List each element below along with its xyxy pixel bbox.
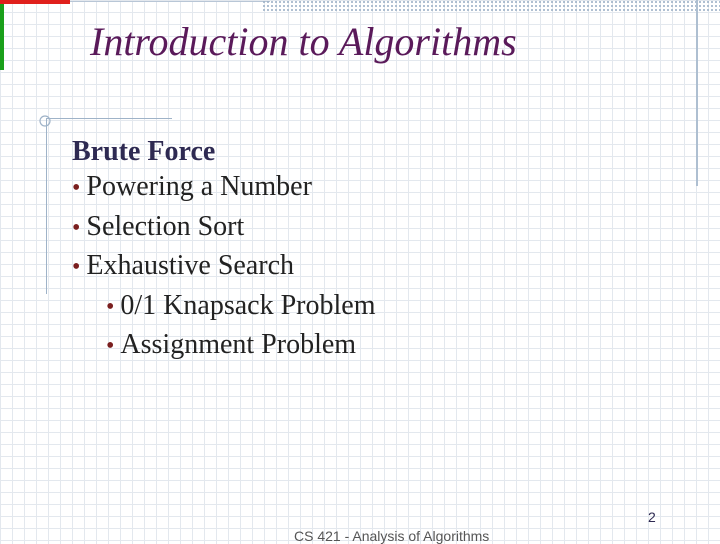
bullet-item-text: Powering a Number: [86, 171, 312, 202]
slide-body: [72, 136, 375, 366]
bullet-dot-icon: •: [72, 254, 81, 280]
right-rule: [696, 0, 698, 186]
top-dotted-band: [262, 0, 720, 12]
bullet-item-text: Assignment Problem: [120, 329, 357, 360]
bullet-dot-icon: •: [72, 175, 81, 201]
bullet-item-text: Selection Sort: [86, 210, 245, 242]
content-rule-vertical: [46, 118, 47, 294]
sub-bullet-item: [72, 326, 375, 366]
bullet-dot-icon: •: [106, 293, 115, 320]
corner-accent-red: [0, 0, 70, 4]
page-number: 2: [648, 509, 656, 525]
bullet-item: [72, 247, 375, 287]
bullet-item-text: 0/1 Knapsack Problem: [120, 289, 376, 321]
bullet-item: [72, 168, 375, 208]
bullet-item-text: Exhaustive Search: [86, 250, 294, 281]
crosshair-icon: [36, 112, 54, 130]
section-heading: Brute Force: [72, 136, 216, 167]
sub-bullet-item: [72, 287, 375, 327]
top-rule: [70, 1, 270, 2]
side-accent-green: [0, 4, 4, 70]
content-rule-horizontal: [46, 118, 172, 119]
slide-title: Introduction to Algorithms: [90, 19, 517, 64]
bullet-dot-icon: •: [106, 333, 115, 359]
bullet-dot-icon: •: [72, 214, 81, 241]
bullet-item: [72, 208, 375, 248]
footer-text: CS 421 - Analysis of Algorithms: [294, 528, 490, 544]
